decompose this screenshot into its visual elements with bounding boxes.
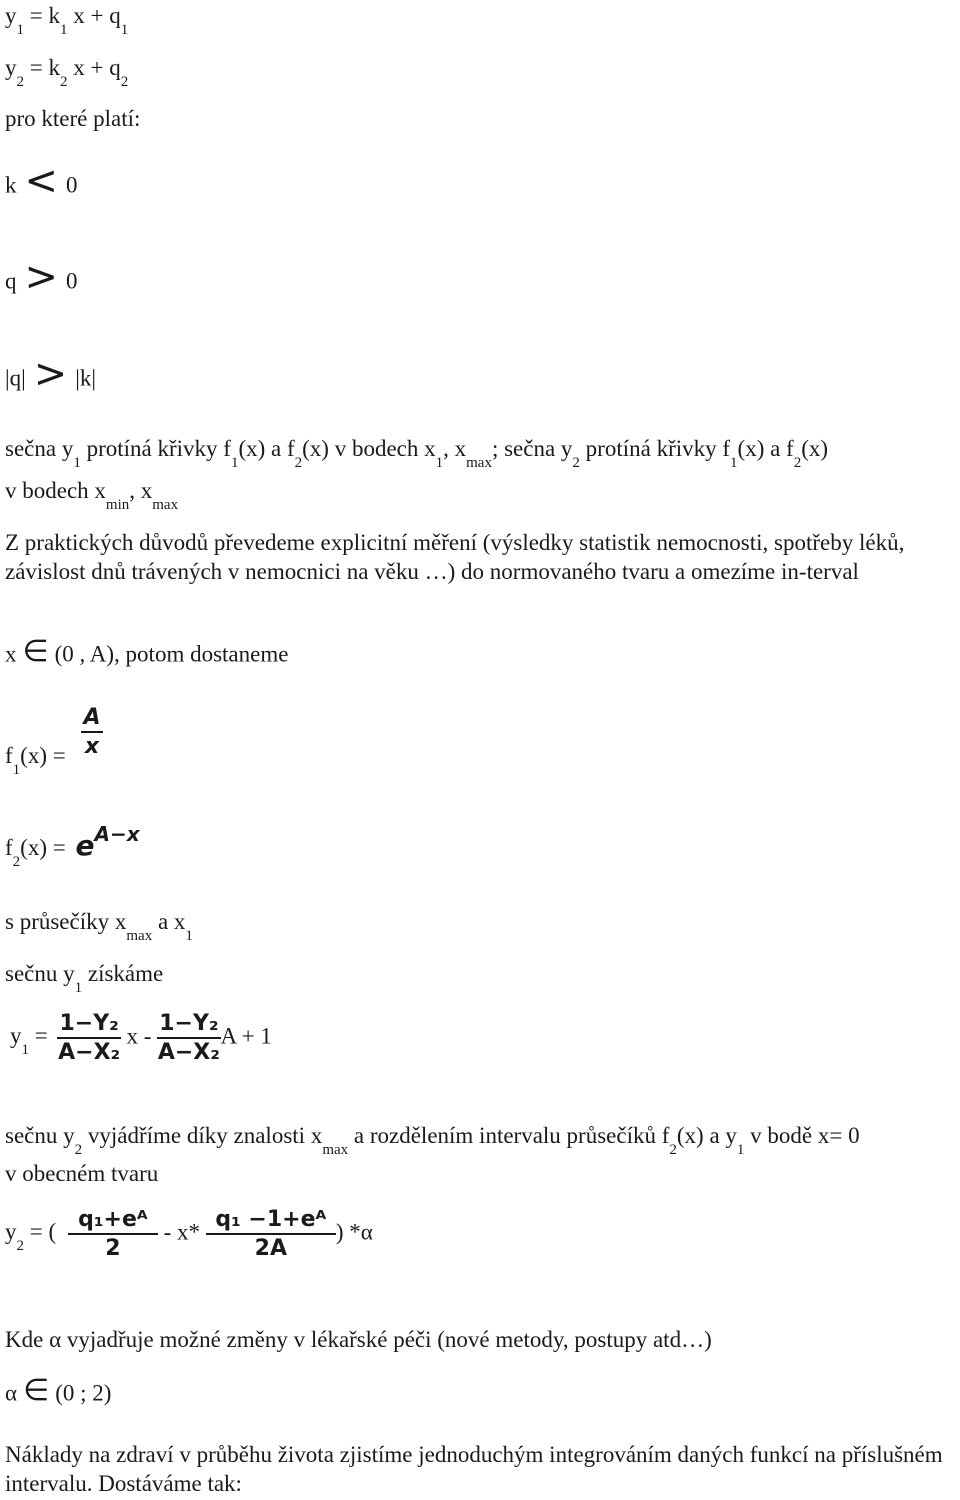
text: (x) a f — [737, 436, 794, 461]
text: f — [5, 835, 13, 860]
subscript: 1 — [730, 455, 738, 471]
condition-abs-q-greater-than-abs-k — [5, 351, 96, 400]
text: 0 — [66, 172, 78, 198]
text: a rozdělením intervalu průsečíků f — [348, 1123, 670, 1148]
denominator: 2 — [105, 1236, 121, 1262]
text: 0 — [66, 268, 78, 294]
text: = k — [24, 55, 60, 80]
text: sečnu y — [5, 1123, 75, 1148]
text: x - — [120, 1023, 158, 1049]
text: v bodě x= 0 — [744, 1123, 860, 1148]
less-than-icon: < — [24, 158, 59, 204]
text: (x) a y — [676, 1123, 737, 1148]
subscript: 2 — [294, 455, 303, 471]
subscript: 2 — [16, 1238, 24, 1255]
condition-q-greater-than-zero — [5, 254, 78, 303]
equation-y2-definition — [5, 55, 129, 90]
fraction-2 — [157, 1012, 220, 1064]
var-y: y — [5, 3, 17, 28]
text: = k — [24, 3, 60, 28]
text: protíná křivky f — [579, 436, 731, 461]
text: sečna y — [5, 436, 74, 461]
text: k — [5, 172, 17, 198]
text: = ( — [24, 1219, 57, 1245]
subscript: 1 — [120, 22, 129, 38]
fraction-1 — [57, 1012, 120, 1064]
text: |q| — [5, 365, 26, 391]
text: - x* — [157, 1219, 206, 1245]
intro-paragraph: Z praktických důvodů převedeme explicitní měření (výsledky statistik nemocnosti, spotřeby léků, závislost dnů trávených v nemocnici na věku …) do normovaného tvaru a omezíme in-terval — [5, 530, 905, 584]
secant-line-2 — [5, 478, 179, 513]
text: , x — [443, 436, 467, 461]
text: x — [5, 641, 17, 667]
alpha-range — [5, 1373, 112, 1410]
secant-y2-line-1 — [5, 1123, 860, 1158]
subscript: 1 — [74, 980, 83, 996]
subscript: 1 — [435, 455, 444, 471]
denominator: A−X₂ — [157, 1040, 220, 1066]
f1-definition — [5, 705, 103, 779]
text: , x — [129, 478, 153, 503]
numerator: q₁ −1+eᴬ — [206, 1208, 336, 1235]
subscript: 2 — [74, 1142, 83, 1158]
numerator: A — [81, 706, 102, 733]
text: |k| — [75, 365, 96, 391]
subscript: 2 — [16, 74, 24, 90]
element-of-icon: ∈ — [23, 1373, 50, 1408]
subscript: 1 — [59, 22, 68, 38]
numerator: 1−Y₂ — [157, 1012, 220, 1039]
equation-y1-definition — [5, 3, 129, 38]
exponential-base: e — [75, 829, 95, 862]
text: y — [10, 1023, 22, 1049]
text: (x) — [801, 436, 829, 461]
text: (0 ; 2) — [55, 1380, 112, 1406]
text: ; sečna y — [491, 436, 573, 461]
secant-y2-line-2: v obecném tvaru — [5, 1161, 159, 1186]
text: (x) v bodech x — [302, 436, 436, 461]
text: (x) a f — [238, 436, 295, 461]
subscript: min — [105, 497, 130, 513]
subscript: 2 — [669, 1142, 677, 1158]
subscript: max — [126, 928, 153, 944]
y2-formula — [5, 1208, 373, 1260]
numerator: q₁+eᴬ — [68, 1208, 158, 1235]
text: x + q — [73, 3, 121, 28]
text: y — [5, 1219, 17, 1245]
var-y: y — [5, 55, 17, 80]
subscript: max — [322, 1142, 349, 1158]
conditions-intro: pro které platí: — [5, 106, 141, 131]
text: x + q — [73, 55, 121, 80]
text: ) *α — [335, 1219, 373, 1245]
subscript: max — [466, 455, 492, 471]
fraction-2 — [206, 1208, 336, 1260]
subscript: 2 — [120, 74, 129, 90]
closing-paragraph: Náklady na zdraví v průběhu života zjistíme jednoduchým integrováním daných funkcí na příslušném intervalu. Dostáváme tak: — [5, 1442, 943, 1496]
subscript: 2 — [793, 455, 802, 471]
text: sečnu y — [5, 961, 75, 986]
text: protíná křivky f — [80, 436, 231, 461]
text: f — [5, 743, 13, 769]
text: α — [5, 1380, 18, 1406]
text: (0 , A), potom dostaneme — [54, 641, 289, 667]
alpha-note: Kde α vyjadřuje možné změny v lékařské péči (nové metody, postupy atd…) — [5, 1327, 712, 1352]
text: (x) = — [20, 835, 66, 860]
text: vyjádříme díky znalosti x — [82, 1123, 323, 1148]
intersections-line — [5, 909, 193, 944]
secant-line-1 — [5, 436, 829, 471]
subscript: 2 — [12, 854, 21, 870]
secant-y1-intro — [5, 961, 164, 996]
text: v bodech x — [5, 478, 106, 503]
interval-definition — [5, 634, 289, 671]
subscript: 1 — [736, 1142, 745, 1158]
text: s průsečíky x — [5, 909, 127, 934]
subscript: 2 — [59, 74, 68, 90]
denominator: x — [84, 734, 100, 760]
text: q — [5, 268, 17, 294]
fraction-a-over-x — [81, 706, 102, 758]
subscript: 1 — [230, 455, 239, 471]
subscript: 1 — [73, 455, 81, 471]
element-of-icon: ∈ — [22, 634, 49, 669]
denominator: 2A — [254, 1236, 287, 1262]
text: a x — [152, 909, 186, 934]
greater-than-icon: > — [24, 254, 59, 300]
subscript: 2 — [572, 455, 580, 471]
subscript: 1 — [12, 762, 21, 779]
text: = — [29, 1023, 48, 1049]
denominator: A−X₂ — [58, 1040, 121, 1066]
y1-formula — [10, 1012, 272, 1064]
text: A + 1 — [220, 1023, 272, 1049]
fraction-1 — [68, 1208, 158, 1260]
exponent: A−x — [94, 822, 140, 846]
subscript: 1 — [16, 22, 24, 38]
condition-k-less-than-zero — [5, 158, 78, 207]
text: získáme — [82, 961, 164, 986]
f2-definition — [5, 820, 140, 870]
subscript: 1 — [185, 928, 193, 944]
numerator: 1−Y₂ — [57, 1012, 120, 1039]
greater-than-icon: > — [33, 351, 68, 397]
text: (x) = — [20, 743, 66, 769]
subscript: max — [152, 497, 179, 513]
subscript: 1 — [21, 1042, 29, 1059]
